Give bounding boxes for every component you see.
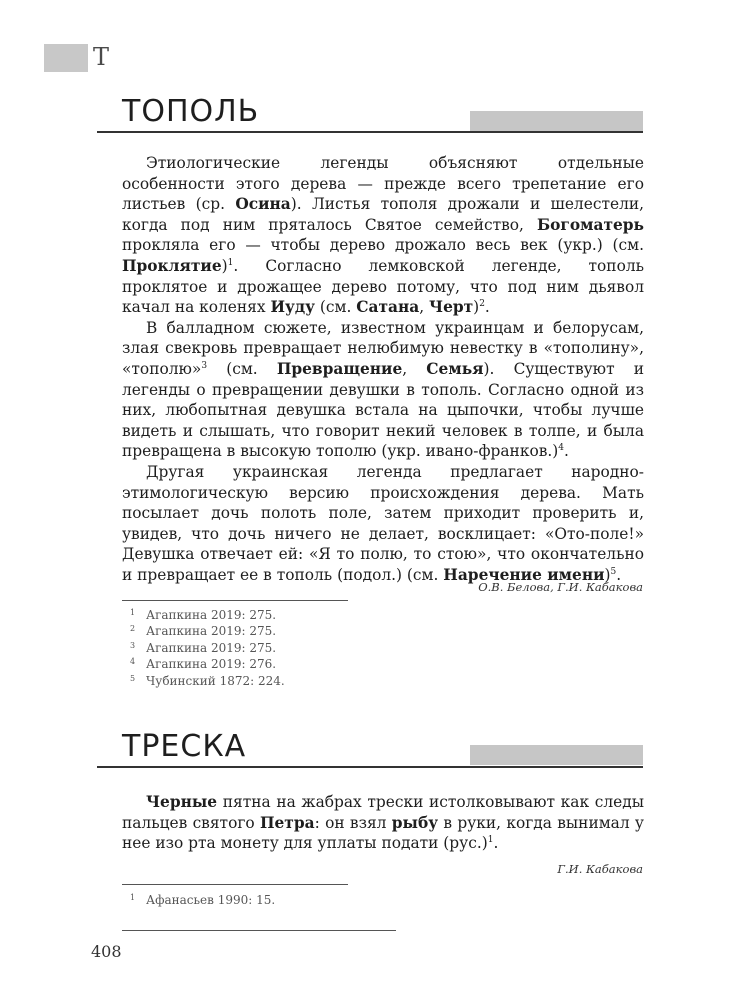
article-title: ТОПОЛЬ <box>122 94 260 129</box>
paragraph <box>122 153 644 318</box>
footnotes <box>130 892 276 908</box>
footnote-number: 2 <box>130 624 136 634</box>
cross-reference: Сатана <box>356 298 420 317</box>
paragraph <box>122 318 644 462</box>
footnote-number: 1 <box>130 608 136 617</box>
article-authors: О.В. Белова, Г.И. Кабакова <box>478 580 643 594</box>
cross-reference: Проклятие <box>122 256 222 275</box>
article-body <box>122 792 644 854</box>
footnote-number: 5 <box>130 673 136 683</box>
cross-reference: Осина <box>235 195 291 214</box>
text-run: ). Существуют и легенды о превращении девушки в тополь. Согласно одной из них, любопытная девушка встала на цыпочки, чтобы лучше видеть и слышать, что говорит некий человек в толпе, и была превращена в высокую тополю (укр. ивано-франков.) <box>122 359 644 461</box>
footnote-ref: 1 <box>487 835 494 846</box>
cross-reference: Превращение <box>276 359 403 378</box>
text-run: (см. <box>314 298 357 317</box>
footnote-text: Агапкина 2019: 275. <box>146 624 277 639</box>
footnote <box>130 623 285 639</box>
cross-reference: Петра <box>259 813 315 832</box>
text-run: В балладном сюжете, известном украинцам и белорусам, злая свекровь превращает нелюбимую невестку в «тополину», «тополю» <box>122 318 644 378</box>
text-run: . <box>616 565 622 584</box>
page-number-rule <box>122 930 396 931</box>
footnote-ref: 1 <box>227 257 234 268</box>
footnote-text: Агапкина 2019: 275. <box>146 608 277 622</box>
footnote <box>130 892 276 908</box>
footnotes <box>130 607 285 689</box>
text-run: (см. <box>207 359 277 378</box>
text-run: ). Листья тополя дрожали и шелестели, когда под ним пряталось Святое семейство, <box>122 195 644 234</box>
section-letter-box <box>44 44 88 72</box>
footnote <box>130 607 285 623</box>
text-run: , <box>419 298 430 317</box>
cross-reference: рыбу <box>391 813 439 832</box>
footnote-text: Агапкина 2019: 275. <box>146 640 277 655</box>
cross-reference: Семья <box>426 359 484 378</box>
text-run: . <box>484 298 490 317</box>
footnote-text: Афанасьев 1990: 15. <box>146 893 276 907</box>
text-run: Этиологические легенды объясняют отдельные особенности этого дерева — прежде всего трепетание его листьев (ср. <box>122 154 644 214</box>
footnote-ref: 4 <box>558 443 565 454</box>
title-grey-bar <box>470 111 643 131</box>
footnote-number: 4 <box>130 657 136 667</box>
footnote <box>130 673 285 689</box>
text-run: , <box>402 359 427 378</box>
article-authors: Г.И. Кабакова <box>557 862 643 876</box>
text-run: ) <box>221 256 228 275</box>
footnote-ref: 2 <box>479 299 485 310</box>
cross-reference: Черт <box>429 298 474 317</box>
footnote-number: 3 <box>130 640 136 650</box>
text-run: : он взял <box>314 813 392 832</box>
footnote-text: Чубинский 1872: 224. <box>146 673 285 688</box>
cross-reference: Наречение имени <box>443 565 605 584</box>
title-rule <box>97 766 643 768</box>
page-number: 408 <box>91 942 122 961</box>
text-run: . Согласно лемковской легенде, тополь проклятое и дрожащее дерево потому, что под ним дьявол качал на коленях <box>122 256 644 317</box>
text-run: ) <box>473 298 480 317</box>
title-rule <box>97 131 643 133</box>
cross-reference: Черные <box>146 793 218 811</box>
title-grey-bar <box>470 745 643 765</box>
footnote <box>130 640 285 656</box>
text-run: пятна на жабрах трески истолковывают как следы пальцев святого <box>122 793 644 832</box>
footnote-rule <box>122 884 348 885</box>
text-run: ) <box>604 565 611 584</box>
section-letter: Т <box>93 43 110 71</box>
text-run: в руки, когда вынимал у нее изо рта монету для уплаты подати (рус.) <box>122 813 644 853</box>
footnote-rule <box>122 600 348 601</box>
footnote <box>130 656 285 672</box>
text-run: прокляла его — чтобы дерево дрожало весь век (укр.) (см. <box>122 236 644 255</box>
footnote-number: 1 <box>130 893 136 902</box>
footnote-ref: 3 <box>201 360 208 371</box>
cross-reference: Иуду <box>270 298 315 317</box>
cross-reference: Богоматерь <box>537 215 644 234</box>
footnote-text: Агапкина 2019: 276. <box>146 657 277 672</box>
paragraph <box>122 462 644 586</box>
text-run: . <box>564 442 569 461</box>
paragraph <box>122 792 644 854</box>
article-body <box>122 153 644 585</box>
text-run: Другая украинская легенда предлагает народно-этимологическую версию происхождения дерева. Мать посылает дочь полоть поле, затем приходит проверить и, увидев, что дочь ничего не делает, восклицает: «Ото-поле!» Девушка отвечает ей: «Я то полю, то стою», что окончательно и превращает ее в тополь (подол.) (см. <box>122 462 644 584</box>
footnote-ref: 5 <box>610 566 617 577</box>
article-title: ТРЕСКА <box>122 729 247 764</box>
text-run: . <box>493 834 499 853</box>
